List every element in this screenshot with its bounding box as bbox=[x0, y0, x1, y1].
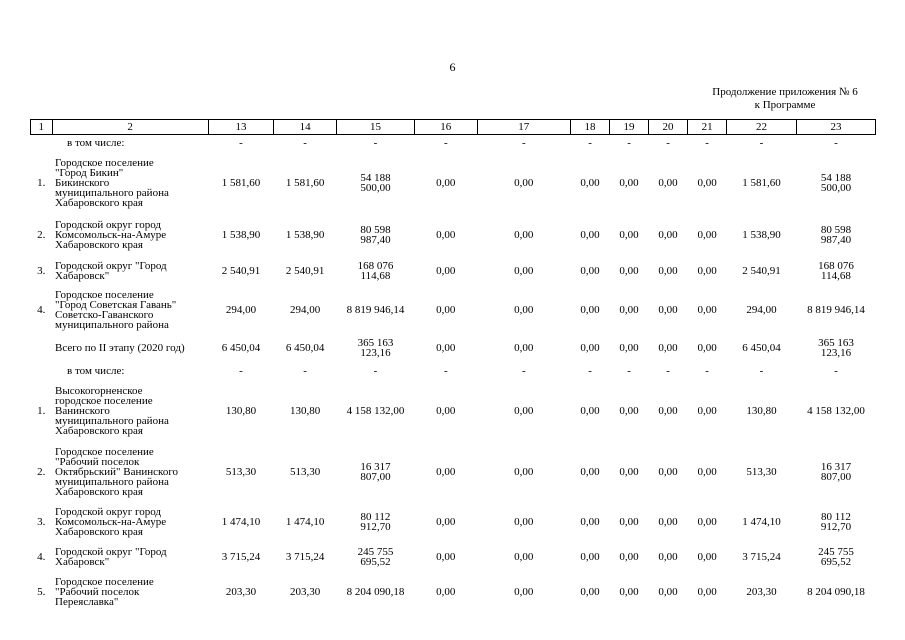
municipality-name: в том числе: bbox=[67, 365, 125, 377]
row-number: 5. bbox=[37, 585, 46, 598]
value-cell-col-22: 294,00 bbox=[746, 303, 777, 316]
value-cell-col-17: 0,00 bbox=[514, 585, 534, 598]
value-cell-col-19: - bbox=[627, 137, 631, 150]
value-cell-col-19: 0,00 bbox=[619, 342, 639, 354]
value-cell-col-21: 0,00 bbox=[697, 342, 717, 354]
municipality-name bbox=[52, 542, 208, 572]
value-cell-col-22: 1 581,60 bbox=[742, 176, 781, 189]
value-cell-col-18: 0,00 bbox=[580, 342, 600, 354]
value-cell-col-19: 0,00 bbox=[619, 465, 639, 478]
value-cell-col-23 bbox=[796, 214, 875, 256]
cell-line: 912,70 bbox=[360, 520, 391, 533]
value-cell-col-17: - bbox=[521, 137, 526, 150]
value-cell-col-18: 0,00 bbox=[580, 515, 600, 528]
value-cell-col-23 bbox=[796, 502, 875, 542]
value-cell-col-20: - bbox=[666, 365, 670, 377]
cell-line: 987,40 bbox=[360, 233, 391, 246]
column-header-17: 17 bbox=[477, 120, 570, 135]
value-cell-col-16: 0,00 bbox=[436, 404, 456, 417]
cell-line: Хабаровск" bbox=[55, 269, 110, 282]
value-cell-col-22: 513,30 bbox=[746, 465, 777, 478]
cell-line: 80 112 bbox=[360, 510, 391, 523]
appendix-line-2: к Программе bbox=[754, 99, 816, 111]
value-cell-col-20: 0,00 bbox=[658, 342, 678, 354]
cell-line: 695,52 bbox=[360, 555, 391, 568]
value-cell-col-21: 0,00 bbox=[697, 303, 717, 316]
cell-line: 245 755 bbox=[357, 545, 394, 558]
value-cell-col-21: - bbox=[705, 365, 709, 377]
value-cell-col-14: 3 715,24 bbox=[285, 550, 325, 563]
row-number: 2. bbox=[37, 465, 46, 478]
value-cell-col-20: 0,00 bbox=[658, 465, 678, 478]
row-number bbox=[31, 334, 53, 363]
value-cell-col-13: 1 581,60 bbox=[221, 176, 261, 189]
table-row bbox=[31, 286, 876, 334]
cell-line: муниципального района bbox=[55, 186, 169, 199]
value-cell-col-15 bbox=[336, 442, 414, 502]
cell-line: 807,00 bbox=[360, 470, 391, 483]
column-header-13: 13 bbox=[208, 120, 274, 135]
municipality-name bbox=[52, 256, 208, 286]
cell-line: Комсомольск-на-Амуре bbox=[55, 515, 167, 528]
municipality-name bbox=[52, 286, 208, 334]
value-cell-col-22: 1 474,10 bbox=[742, 515, 781, 528]
cell-line: "Город Советская Гавань" bbox=[55, 298, 177, 311]
value-cell-col-13: - bbox=[239, 365, 243, 377]
value-cell-col-18: 0,00 bbox=[580, 465, 600, 478]
value-cell-col-15: 8 204 090,18 bbox=[346, 585, 405, 598]
program-table bbox=[30, 119, 876, 612]
column-header-16: 16 bbox=[414, 120, 477, 135]
value-cell-col-18: 0,00 bbox=[580, 176, 600, 189]
row-number: 4. bbox=[37, 303, 46, 316]
value-cell-col-20: 0,00 bbox=[658, 264, 678, 277]
column-header-20: 20 bbox=[649, 120, 688, 135]
cell-line: Хабаровского края bbox=[55, 196, 143, 209]
table-body bbox=[31, 135, 876, 612]
cell-line: 123,16 bbox=[360, 347, 391, 359]
subheading-row bbox=[31, 363, 876, 380]
cell-line: 245 755 bbox=[818, 545, 854, 558]
value-cell-col-16: - bbox=[443, 365, 448, 377]
value-cell-col-23: 8 819 946,14 bbox=[807, 303, 865, 316]
value-cell-col-17: 0,00 bbox=[514, 303, 534, 316]
cell-line: Советско-Гаванского bbox=[55, 308, 154, 321]
value-cell-col-19: 0,00 bbox=[619, 550, 639, 563]
row-number bbox=[31, 135, 53, 152]
total-row bbox=[31, 334, 876, 363]
municipality-name bbox=[52, 502, 208, 542]
column-header-19: 19 bbox=[610, 120, 649, 135]
value-cell-col-23: - bbox=[834, 137, 838, 150]
value-cell-col-16: 0,00 bbox=[436, 342, 456, 354]
value-cell-col-16: 0,00 bbox=[436, 550, 456, 563]
value-cell-col-20: 0,00 bbox=[658, 404, 678, 417]
value-cell-col-22: 2 540,91 bbox=[742, 264, 781, 277]
column-header-14: 14 bbox=[274, 120, 337, 135]
value-cell-col-15: - bbox=[373, 137, 378, 150]
table-row bbox=[31, 152, 876, 214]
column-header-18: 18 bbox=[571, 120, 610, 135]
value-cell-col-19: 0,00 bbox=[619, 228, 639, 241]
cell-line: Городской округ "Город bbox=[55, 545, 167, 558]
table-row bbox=[31, 542, 876, 572]
value-cell-col-14: 1 538,90 bbox=[285, 228, 325, 241]
value-cell-col-16: 0,00 bbox=[436, 585, 456, 598]
value-cell-col-21: 0,00 bbox=[697, 228, 717, 241]
value-cell-col-22: - bbox=[759, 365, 764, 377]
table-row bbox=[31, 442, 876, 502]
value-cell-col-15 bbox=[336, 334, 414, 363]
value-cell-col-15: 4 158 132,00 bbox=[346, 404, 405, 417]
value-cell-col-23 bbox=[796, 442, 875, 502]
value-cell-col-19: - bbox=[627, 365, 631, 377]
value-cell-col-21: 0,00 bbox=[697, 515, 717, 528]
municipality-name bbox=[52, 572, 208, 612]
cell-line: Городское поселение bbox=[55, 445, 154, 458]
cell-line: 16 317 bbox=[820, 460, 852, 473]
cell-line: 695,52 bbox=[820, 555, 852, 568]
municipality-name bbox=[52, 380, 208, 442]
value-cell-col-13: - bbox=[239, 137, 243, 150]
value-cell-col-18: 0,00 bbox=[580, 228, 600, 241]
column-header-15: 15 bbox=[336, 120, 414, 135]
cell-line: Городское поселение bbox=[55, 288, 154, 301]
value-cell-col-18: - bbox=[588, 137, 592, 150]
value-cell-col-15 bbox=[336, 502, 414, 542]
value-cell-col-16: 0,00 bbox=[436, 515, 456, 528]
cell-line: 500,00 bbox=[820, 181, 852, 194]
value-cell-col-15 bbox=[336, 152, 414, 214]
cell-line: Хабаровского края bbox=[55, 525, 143, 538]
table-row bbox=[31, 502, 876, 542]
value-cell-col-23 bbox=[796, 152, 875, 214]
column-header-21: 21 bbox=[688, 120, 727, 135]
cell-line: "Рабочий поселок bbox=[55, 455, 140, 468]
value-cell-col-21: 0,00 bbox=[697, 176, 717, 189]
value-cell-col-13: 6 450,04 bbox=[221, 342, 261, 354]
value-cell-col-13: 513,30 bbox=[225, 465, 257, 478]
cell-line: 807,00 bbox=[820, 470, 852, 483]
cell-line: 365 163 bbox=[818, 337, 854, 349]
value-cell-col-15: 8 819 946,14 bbox=[346, 303, 405, 316]
value-cell-col-20: 0,00 bbox=[658, 228, 678, 241]
value-cell-col-18: 0,00 bbox=[580, 303, 600, 316]
cell-line: 54 188 bbox=[820, 171, 852, 184]
value-cell-col-14: 6 450,04 bbox=[285, 342, 325, 354]
municipality-name bbox=[52, 152, 208, 214]
cell-line: 912,70 bbox=[820, 520, 852, 533]
value-cell-col-13: 130,80 bbox=[225, 404, 257, 417]
value-cell-col-23 bbox=[796, 334, 875, 363]
cell-line: 80 598 bbox=[820, 223, 852, 236]
value-cell-col-14: 130,80 bbox=[290, 404, 321, 417]
value-cell-col-14: 2 540,91 bbox=[285, 264, 325, 277]
value-cell-col-14: 203,30 bbox=[290, 585, 321, 598]
value-cell-col-19: 0,00 bbox=[619, 515, 639, 528]
value-cell-col-17: - bbox=[521, 365, 526, 377]
cell-line: 114,68 bbox=[360, 269, 391, 282]
table-row bbox=[31, 214, 876, 256]
municipality-name bbox=[52, 214, 208, 256]
row-number: 3. bbox=[37, 264, 46, 277]
cell-line: Городское поселение bbox=[55, 156, 154, 169]
value-cell-col-20: 0,00 bbox=[658, 176, 678, 189]
value-cell-col-17: 0,00 bbox=[514, 515, 534, 528]
municipality-name bbox=[52, 334, 208, 363]
value-cell-col-16: 0,00 bbox=[436, 303, 456, 316]
cell-line: 80 598 bbox=[360, 223, 391, 236]
value-cell-col-23: 4 158 132,00 bbox=[807, 404, 865, 417]
value-cell-col-23: - bbox=[834, 365, 838, 377]
row-number bbox=[31, 363, 53, 380]
value-cell-col-17: 0,00 bbox=[514, 228, 534, 241]
value-cell-col-17: 0,00 bbox=[514, 465, 534, 478]
cell-line: Городской округ город bbox=[55, 505, 162, 518]
value-cell-col-20: 0,00 bbox=[658, 515, 678, 528]
column-header-1: 1 bbox=[31, 120, 53, 135]
value-cell-col-18: 0,00 bbox=[580, 550, 600, 563]
value-cell-col-21: 0,00 bbox=[697, 585, 717, 598]
value-cell-col-13: 1 538,90 bbox=[221, 228, 261, 241]
appendix-caption bbox=[690, 86, 880, 112]
column-header-23: 23 bbox=[796, 120, 875, 135]
value-cell-col-23: 8 204 090,18 bbox=[807, 585, 865, 598]
value-cell-col-16: 0,00 bbox=[436, 465, 456, 478]
value-cell-col-17: 0,00 bbox=[514, 550, 534, 563]
value-cell-col-19: 0,00 bbox=[619, 176, 639, 189]
value-cell-col-13: 3 715,24 bbox=[221, 550, 261, 563]
value-cell-col-22: 203,30 bbox=[746, 585, 777, 598]
value-cell-col-22: 6 450,04 bbox=[742, 342, 781, 354]
cell-line: Бикинского bbox=[55, 176, 110, 189]
value-cell-col-20: 0,00 bbox=[658, 303, 678, 316]
cell-line: 365 163 bbox=[357, 337, 394, 349]
column-header-22: 22 bbox=[727, 120, 797, 135]
value-cell-col-18: 0,00 bbox=[580, 264, 600, 277]
cell-line: 500,00 bbox=[360, 181, 391, 194]
cell-line: Высокогорненское bbox=[55, 384, 143, 397]
value-cell-col-21: 0,00 bbox=[697, 264, 717, 277]
value-cell-col-18: - bbox=[588, 365, 592, 377]
value-cell-col-20: 0,00 bbox=[658, 585, 678, 598]
value-cell-col-19: 0,00 bbox=[619, 303, 639, 316]
cell-line: муниципального района bbox=[55, 318, 169, 331]
value-cell-col-14: - bbox=[303, 137, 307, 150]
cell-line: 16 317 bbox=[360, 460, 391, 473]
cell-line: "Город Бикин" bbox=[55, 166, 124, 179]
value-cell-col-14: - bbox=[303, 365, 307, 377]
page-number: 6 bbox=[449, 60, 456, 74]
cell-line: Всего по II этапу (2020 год) bbox=[55, 342, 185, 354]
value-cell-col-17: 0,00 bbox=[514, 176, 534, 189]
cell-line: Ванинского bbox=[55, 404, 110, 417]
value-cell-col-14: 1 474,10 bbox=[285, 515, 325, 528]
value-cell-col-19: 0,00 bbox=[619, 404, 639, 417]
value-cell-col-15 bbox=[336, 542, 414, 572]
value-cell-col-22: 1 538,90 bbox=[742, 228, 781, 241]
value-cell-col-22: - bbox=[759, 137, 764, 150]
value-cell-col-14: 513,30 bbox=[290, 465, 321, 478]
cell-line: "Рабочий поселок bbox=[55, 585, 140, 598]
row-number: 1. bbox=[37, 176, 46, 189]
value-cell-col-15: - bbox=[373, 365, 378, 377]
cell-line: Городской округ "Город bbox=[55, 259, 167, 272]
value-cell-col-14: 1 581,60 bbox=[285, 176, 325, 189]
value-cell-col-17: 0,00 bbox=[514, 342, 534, 354]
value-cell-col-15 bbox=[336, 256, 414, 286]
cell-line: Городской округ город bbox=[55, 218, 162, 231]
cell-line: муниципального района bbox=[55, 414, 169, 427]
table-row bbox=[31, 256, 876, 286]
value-cell-col-23 bbox=[796, 256, 875, 286]
cell-line: 123,16 bbox=[820, 347, 852, 359]
value-cell-col-21: - bbox=[705, 137, 709, 150]
value-cell-col-17: 0,00 bbox=[514, 404, 534, 417]
value-cell-col-19: 0,00 bbox=[619, 264, 639, 277]
subheading-row bbox=[31, 135, 876, 152]
header-row bbox=[31, 120, 876, 135]
value-cell-col-22: 130,80 bbox=[746, 404, 777, 417]
table-row bbox=[31, 572, 876, 612]
cell-line: 987,40 bbox=[820, 233, 852, 246]
value-cell-col-14: 294,00 bbox=[290, 303, 321, 316]
value-cell-col-17: 0,00 bbox=[514, 264, 534, 277]
value-cell-col-18: 0,00 bbox=[580, 404, 600, 417]
value-cell-col-13: 294,00 bbox=[225, 303, 257, 316]
cell-line: Хабаровского края bbox=[55, 238, 143, 251]
row-number: 4. bbox=[37, 550, 46, 563]
value-cell-col-22: 3 715,24 bbox=[742, 550, 781, 563]
cell-line: 114,68 bbox=[821, 269, 851, 282]
value-cell-col-16: 0,00 bbox=[436, 176, 456, 189]
cell-line: Хабаровского края bbox=[55, 485, 143, 498]
cell-line: Городское поселение bbox=[55, 575, 154, 588]
value-cell-col-13: 1 474,10 bbox=[221, 515, 261, 528]
municipality-name bbox=[52, 442, 208, 502]
value-cell-col-21: 0,00 bbox=[697, 465, 717, 478]
cell-line: 168 076 bbox=[818, 259, 854, 272]
column-header-2: 2 bbox=[52, 120, 208, 135]
cell-line: муниципального района bbox=[55, 475, 169, 488]
cell-line: 168 076 bbox=[357, 259, 394, 272]
cell-line: 54 188 bbox=[360, 171, 391, 184]
cell-line: Хабаровск" bbox=[55, 555, 110, 568]
row-number: 2. bbox=[37, 228, 46, 241]
value-cell-col-16: 0,00 bbox=[436, 264, 456, 277]
cell-line: городское поселение bbox=[55, 394, 153, 407]
cell-line: Октябрьский" Ванинского bbox=[55, 465, 179, 478]
value-cell-col-21: 0,00 bbox=[697, 404, 717, 417]
cell-line: Комсомольск-на-Амуре bbox=[55, 228, 167, 241]
appendix-line-1: Продолжение приложения № 6 bbox=[712, 86, 858, 98]
value-cell-col-16: - bbox=[443, 137, 448, 150]
cell-line: Хабаровского края bbox=[55, 424, 143, 437]
value-cell-col-16: 0,00 bbox=[436, 228, 456, 241]
value-cell-col-18: 0,00 bbox=[580, 585, 600, 598]
value-cell-col-23 bbox=[796, 542, 875, 572]
row-number: 3. bbox=[37, 515, 46, 528]
value-cell-col-19: 0,00 bbox=[619, 585, 639, 598]
cell-line: 80 112 bbox=[821, 510, 851, 523]
row-number: 1. bbox=[37, 404, 46, 417]
value-cell-col-20: - bbox=[666, 137, 670, 150]
value-cell-col-21: 0,00 bbox=[697, 550, 717, 563]
value-cell-col-13: 2 540,91 bbox=[221, 264, 261, 277]
value-cell-col-13: 203,30 bbox=[225, 585, 257, 598]
municipality-name: в том числе: bbox=[67, 137, 125, 150]
value-cell-col-20: 0,00 bbox=[658, 550, 678, 563]
value-cell-col-15 bbox=[336, 214, 414, 256]
cell-line: Переяславка" bbox=[55, 595, 119, 608]
table-row bbox=[31, 380, 876, 442]
